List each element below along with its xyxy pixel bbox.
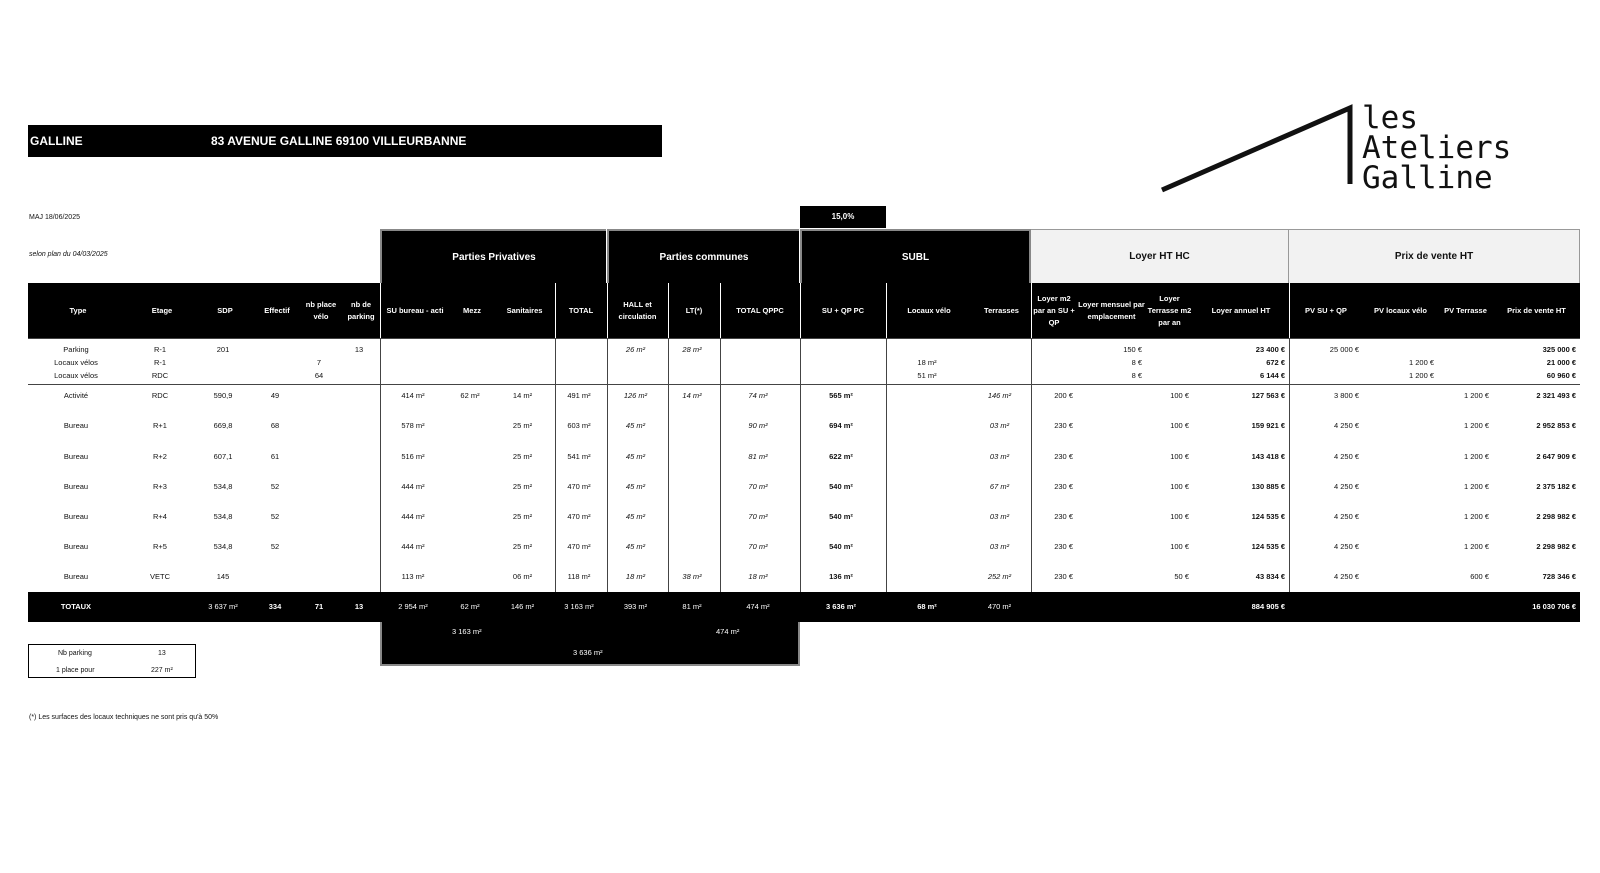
table-cell: 25 m² — [512, 512, 533, 521]
group-parties-privatives: Parties Privatives — [380, 229, 606, 283]
totals-cell: 13 — [354, 602, 364, 611]
table-cell: 4 250 € — [1333, 482, 1359, 491]
table-cell: 150 € — [1123, 345, 1142, 354]
group-loyer: Loyer HT HC — [1031, 229, 1289, 283]
table-cell: 1 200 € — [1463, 542, 1489, 551]
table-cell: 25 m² — [512, 542, 533, 551]
totals-cell: 62 m² — [460, 602, 480, 611]
totals-cell: 3 636 m² — [825, 602, 857, 611]
table-cell: R+3 — [153, 482, 167, 491]
column-header-0: Type — [69, 305, 87, 315]
table-cell: 70 m² — [748, 482, 768, 491]
nb-parking-value: 13 — [158, 650, 166, 657]
table-cell: 1 200 € — [1463, 482, 1489, 491]
table-cell: R+4 — [153, 512, 167, 521]
logo-line-2: Ateliers — [1362, 130, 1512, 166]
table-cell: 3 800 € — [1333, 391, 1359, 400]
table-cell: 52 — [270, 542, 280, 551]
table-cell: 230 € — [1054, 482, 1073, 491]
table-cell: Bureau — [63, 512, 89, 521]
column-header-3: Effectif — [264, 305, 290, 315]
table-cell: 230 € — [1054, 452, 1073, 461]
table-cell: 2 375 182 € — [1536, 482, 1576, 491]
table-cell: 52 — [270, 512, 280, 521]
table-cell: 4 250 € — [1333, 452, 1359, 461]
table-cell: RDC — [151, 391, 169, 400]
table-cell: 100 € — [1170, 421, 1189, 430]
totals-cell: 71 — [314, 602, 324, 611]
table-cell: Parking — [63, 345, 89, 354]
place-ratio-value: 227 m² — [151, 667, 173, 674]
table-cell: 470 m² — [567, 482, 591, 491]
subtotal-qppc: 474 m² — [716, 627, 740, 636]
table-cell: 14 m² — [682, 391, 702, 400]
table-cell: 600 € — [1470, 572, 1489, 581]
totals-cell: 3 163 m² — [564, 602, 594, 611]
header-divider — [720, 283, 721, 338]
column-header-8: Sanitaires — [506, 305, 543, 315]
totals-cell: 2 954 m² — [398, 602, 428, 611]
table-cell: 8 € — [1131, 358, 1142, 367]
header-divider — [607, 283, 608, 338]
table-cell: 4 250 € — [1333, 421, 1359, 430]
table-cell: 694 m² — [829, 421, 853, 430]
table-cell: 100 € — [1170, 391, 1189, 400]
table-cell: 590,9 — [213, 391, 233, 400]
table-cell: 1 200 € — [1408, 371, 1434, 380]
project-name: GALLINE — [30, 134, 83, 148]
table-cell: 669,8 — [213, 421, 233, 430]
table-cell: 1 200 € — [1463, 391, 1489, 400]
subl-percentage: 15,0% — [800, 206, 886, 228]
table-cell: 470 m² — [567, 542, 591, 551]
column-header-21: PV locaux vélo — [1374, 305, 1427, 315]
logo-line-3: Galline — [1362, 160, 1493, 196]
row-divider — [28, 338, 1580, 339]
table-cell: 444 m² — [401, 512, 425, 521]
table-cell: 1 200 € — [1463, 452, 1489, 461]
table-cell: R+5 — [153, 542, 167, 551]
table-cell: Bureau — [63, 421, 89, 430]
totals-cell: 474 m² — [746, 602, 770, 611]
header-divider — [1289, 283, 1290, 338]
table-cell: 25 m² — [512, 482, 533, 491]
table-cell: 62 m² — [460, 391, 480, 400]
table-cell: 491 m² — [567, 391, 591, 400]
totals-cell: 393 m² — [623, 602, 648, 611]
totals-cell: 146 m² — [510, 602, 535, 611]
table-cell: 25 000 € — [1329, 345, 1359, 354]
table-cell: 28 m² — [682, 345, 702, 354]
column-header-22: PV Terrasse — [1444, 305, 1487, 315]
table-cell: 622 m² — [829, 452, 853, 461]
column-header-15: Terrasses — [984, 305, 1019, 315]
table-cell: 23 400 € — [1255, 345, 1285, 354]
table-cell: 81 m² — [748, 452, 768, 461]
table-cell: 45 m² — [625, 421, 646, 430]
table-cell: Bureau — [63, 482, 89, 491]
table-cell: 603 m² — [567, 421, 591, 430]
totals-cell: 3 637 m² — [208, 602, 238, 611]
table-cell: 14 m² — [512, 391, 533, 400]
table-cell: R-1 — [153, 345, 167, 354]
footnote: (*) Les surfaces des locaux techniques ne sont pris qu'à 50% — [29, 714, 219, 721]
table-cell: 70 m² — [748, 512, 768, 521]
table-cell: VETC — [149, 572, 170, 581]
table-cell: 127 563 € — [1251, 391, 1285, 400]
table-cell: 68 — [270, 421, 280, 430]
table-cell: 50 € — [1174, 572, 1189, 581]
column-header-2: SDP — [217, 305, 233, 315]
table-cell: 100 € — [1170, 512, 1189, 521]
table-cell: 2 298 982 € — [1536, 542, 1576, 551]
table-cell: 540 m² — [829, 482, 853, 491]
table-cell: 2 321 493 € — [1536, 391, 1576, 400]
table-cell: Activité — [63, 391, 89, 400]
header-divider — [555, 283, 556, 338]
table-cell: Bureau — [63, 572, 89, 581]
plan-date: selon plan du 04/03/2025 — [29, 251, 108, 258]
column-header-17: Loyer mensuel par emplacement — [1078, 299, 1145, 321]
table-cell: 45 m² — [625, 512, 646, 521]
table-cell: 200 € — [1054, 391, 1073, 400]
table-cell: 540 m² — [829, 512, 853, 521]
table-cell: 18 m² — [917, 358, 937, 367]
column-header-13: SU + QP PC — [821, 305, 865, 315]
title-bar — [28, 125, 662, 157]
table-cell: 325 000 € — [1542, 345, 1576, 354]
totals-cell: 81 m² — [682, 602, 702, 611]
table-cell: 21 000 € — [1546, 358, 1576, 367]
table-cell: Bureau — [63, 452, 89, 461]
table-cell: 607,1 — [213, 452, 233, 461]
table-cell: R-1 — [153, 358, 167, 367]
table-cell: 64 — [314, 371, 324, 380]
column-header-4: nb place vélo — [305, 299, 337, 321]
column-header-9: TOTAL — [568, 305, 594, 315]
table-cell: 118 m² — [567, 572, 591, 581]
totals-cell: 470 m² — [987, 602, 1012, 611]
table-cell: 146 m² — [987, 391, 1012, 400]
column-header-19: Loyer annuel HT — [1211, 305, 1271, 315]
table-cell: 2 647 909 € — [1536, 452, 1576, 461]
table-cell: 230 € — [1054, 512, 1073, 521]
table-cell: Bureau — [63, 542, 89, 551]
table-cell: 45 m² — [625, 482, 646, 491]
table-cell: 03 m² — [989, 421, 1010, 430]
logo-roof-mark — [1160, 100, 1360, 195]
table-cell: 124 535 € — [1251, 512, 1285, 521]
table-cell: 516 m² — [401, 452, 425, 461]
table-cell: 51 m² — [917, 371, 937, 380]
column-header-5: nb de parking — [347, 299, 375, 321]
table-cell: 6 144 € — [1259, 371, 1285, 380]
table-cell: 2 952 853 € — [1536, 421, 1576, 430]
update-date: MAJ 18/06/2025 — [29, 214, 80, 221]
row-divider — [28, 384, 1580, 385]
table-cell: 252 m² — [987, 572, 1012, 581]
table-cell: 143 418 € — [1251, 452, 1285, 461]
table-cell: 230 € — [1054, 572, 1073, 581]
table-cell: 74 m² — [748, 391, 768, 400]
table-cell: 124 535 € — [1251, 542, 1285, 551]
table-cell: 4 250 € — [1333, 512, 1359, 521]
logo — [1362, 100, 1512, 196]
table-cell: 201 — [216, 345, 230, 354]
totals-cell: 16 030 706 € — [1532, 602, 1576, 611]
table-cell: 230 € — [1054, 542, 1073, 551]
table-cell: 06 m² — [512, 572, 533, 581]
table-cell: 414 m² — [401, 391, 425, 400]
table-cell: 470 m² — [567, 512, 591, 521]
column-header-14: Locaux vélo — [907, 305, 951, 315]
table-cell: 1 200 € — [1463, 421, 1489, 430]
table-cell: R+2 — [153, 452, 167, 461]
table-cell: 1 200 € — [1463, 512, 1489, 521]
column-header-10: HALL et circulation — [618, 299, 657, 321]
nb-parking-label: Nb parking — [58, 650, 92, 657]
table-cell: 13 — [354, 345, 364, 354]
table-cell: 52 — [270, 482, 280, 491]
header-divider — [380, 283, 381, 338]
place-ratio-label: 1 place pour — [56, 667, 95, 674]
totals-cell: 334 — [268, 602, 282, 611]
table-cell: 03 m² — [989, 512, 1010, 521]
table-cell: 70 m² — [748, 542, 768, 551]
totals-cell: 884 905 € — [1251, 602, 1285, 611]
group-subl: SUBL — [800, 229, 1031, 283]
table-cell: 26 m² — [625, 345, 646, 354]
table-cell: 18 m² — [748, 572, 768, 581]
table-cell: 444 m² — [401, 542, 425, 551]
table-cell: 100 € — [1170, 542, 1189, 551]
table-cell: 03 m² — [989, 542, 1010, 551]
table-cell: Locaux vélos — [54, 358, 98, 367]
table-cell: 49 — [270, 391, 280, 400]
table-cell: 4 250 € — [1333, 542, 1359, 551]
table-cell: 2 298 982 € — [1536, 512, 1576, 521]
table-cell: 18 m² — [625, 572, 646, 581]
header-divider — [1031, 283, 1032, 338]
column-header-20: PV SU + QP — [1305, 305, 1347, 315]
project-address: 83 AVENUE GALLINE 69100 VILLEURBANNE — [211, 134, 467, 148]
totals-cell: TOTAUX — [60, 602, 92, 611]
column-header-18: Loyer Terrasse m2 par an — [1147, 293, 1192, 327]
table-cell: 43 834 € — [1255, 572, 1285, 581]
table-cell: 8 € — [1131, 371, 1142, 380]
table-cell: 540 m² — [829, 542, 853, 551]
table-cell: 7 — [316, 358, 322, 367]
table-cell: 67 m² — [989, 482, 1010, 491]
table-cell: 672 € — [1266, 358, 1285, 367]
group-prix-vente: Prix de vente HT — [1289, 229, 1580, 283]
table-cell: 136 m² — [829, 572, 853, 581]
table-cell: 25 m² — [512, 452, 533, 461]
table-cell: 25 m² — [512, 421, 533, 430]
table-cell: 61 — [270, 452, 280, 461]
column-header-23: Prix de vente HT — [1507, 305, 1566, 315]
table-cell: 03 m² — [989, 452, 1010, 461]
table-cell: 90 m² — [748, 421, 768, 430]
table-cell: 534,8 — [213, 512, 233, 521]
table-cell: 541 m² — [567, 452, 591, 461]
group-parties-communes: Parties communes — [607, 229, 799, 283]
table-cell: 1 200 € — [1408, 358, 1434, 367]
logo-line-1: les — [1362, 100, 1418, 136]
table-cell: 578 m² — [401, 421, 425, 430]
column-header-6: SU bureau - acti — [386, 305, 444, 315]
header-divider — [668, 283, 669, 338]
table-cell: 565 m² — [829, 391, 853, 400]
table-cell: 45 m² — [625, 542, 646, 551]
header-divider — [886, 283, 887, 338]
subtotal-all: 3 636 m² — [573, 648, 603, 657]
table-cell: R+1 — [153, 421, 167, 430]
table-cell: 728 346 € — [1542, 572, 1576, 581]
column-header-11: LT(*) — [685, 305, 703, 315]
table-cell: 534,8 — [213, 542, 233, 551]
column-header-1: Etage — [151, 305, 173, 315]
table-cell: 130 885 € — [1251, 482, 1285, 491]
table-cell: Locaux vélos — [54, 371, 98, 380]
table-cell: 145 — [216, 572, 230, 581]
table-cell: 100 € — [1170, 482, 1189, 491]
table-cell: 113 m² — [401, 572, 425, 581]
table-cell: 38 m² — [682, 572, 702, 581]
totals-cell: 68 m² — [917, 602, 937, 611]
table-cell: RDC — [151, 371, 169, 380]
table-cell: 45 m² — [625, 452, 646, 461]
table-cell: 444 m² — [401, 482, 425, 491]
column-divider — [668, 338, 669, 592]
table-cell: 60 960 € — [1546, 371, 1576, 380]
column-header-12: TOTAL QPPC — [736, 305, 784, 315]
column-header-16: Loyer m2 par an SU + QP — [1033, 293, 1075, 327]
table-cell: 159 921 € — [1251, 421, 1285, 430]
table-cell: 534,8 — [213, 482, 233, 491]
table-cell: 126 m² — [623, 391, 648, 400]
table-cell: 230 € — [1054, 421, 1073, 430]
table-cell: 4 250 € — [1333, 572, 1359, 581]
header-divider — [800, 283, 801, 338]
column-header-7: Mezz — [463, 305, 481, 315]
subtotal-privatives: 3 163 m² — [452, 627, 482, 636]
table-cell: 100 € — [1170, 452, 1189, 461]
